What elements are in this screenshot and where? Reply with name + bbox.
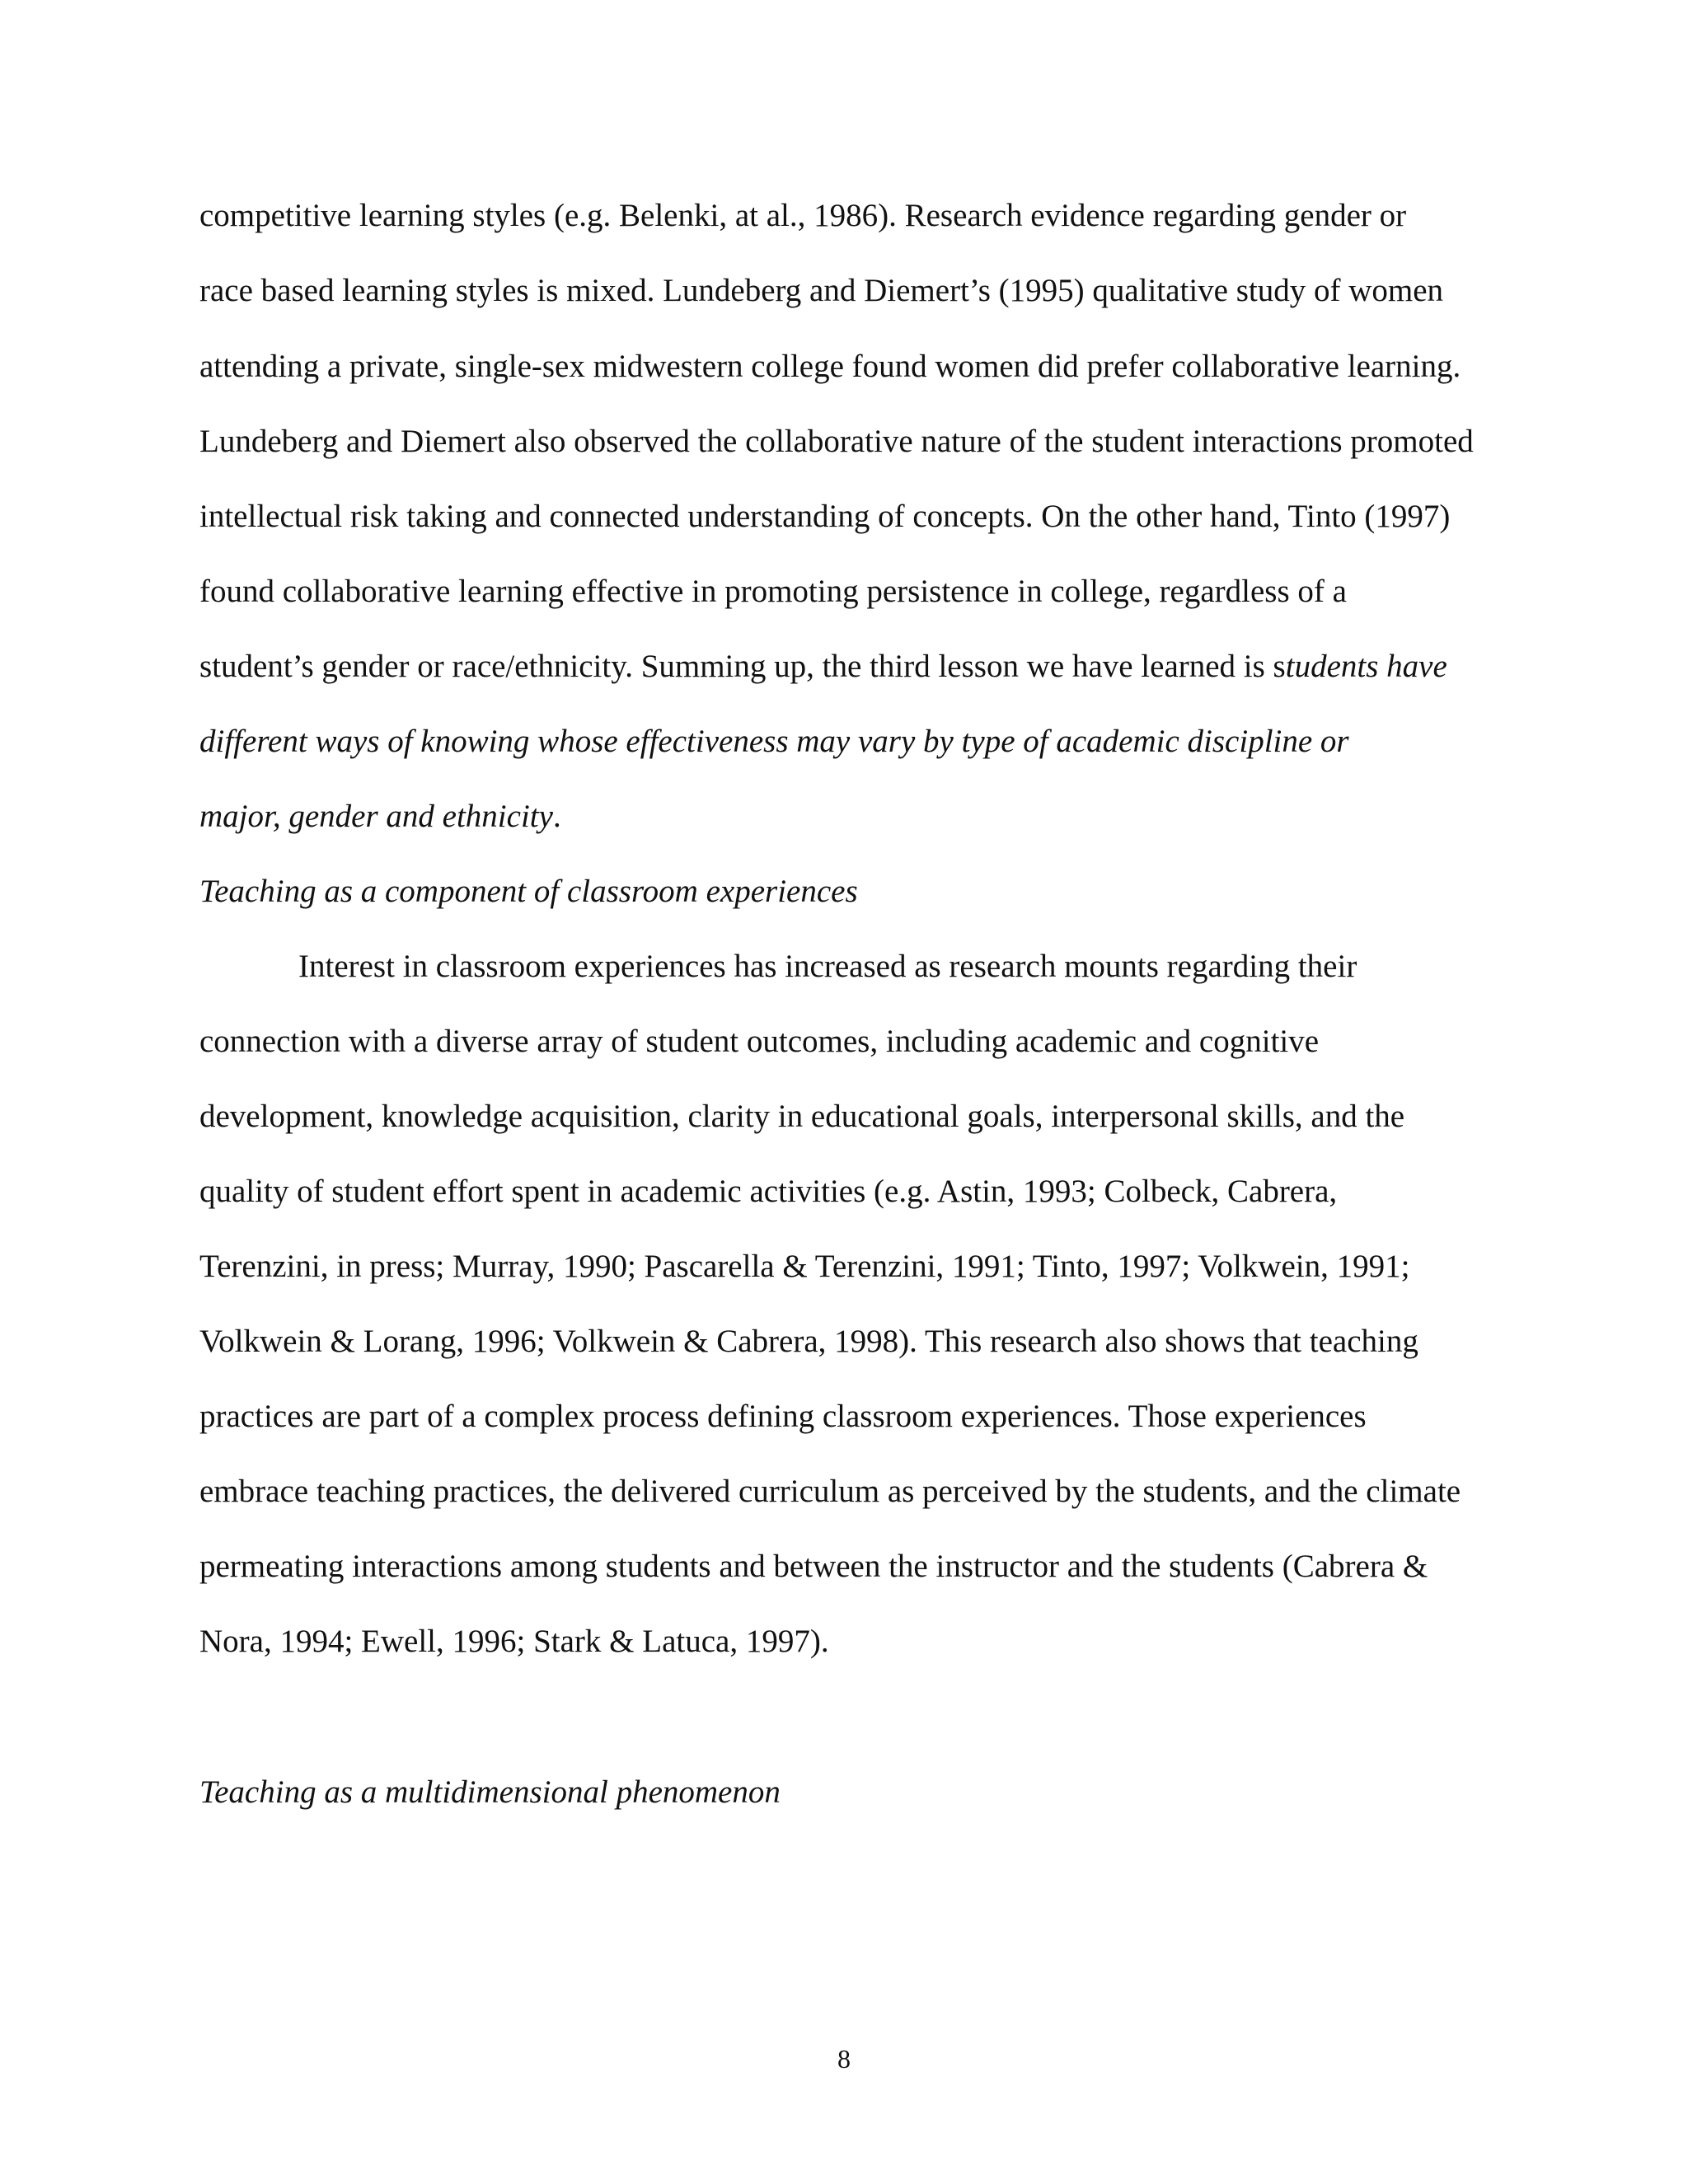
emphasized-text: major, gender and ethnicity [199,799,553,834]
paragraph-line: found collaborative learning effective in promoting persistence in college, regardless of a [199,574,1347,609]
paragraph-line: Nora, 1994; Ewell, 1996; Stark & Latuca, 1997). [199,1624,829,1659]
paragraph-line: Terenzini, in press; Murray, 1990; Pascarella & Terenzini, 1991; Tinto, 1997; Volkwein, 1991; [199,1249,1410,1284]
paragraph-line: attending a private, single-sex midwestern college found women did prefer collaborative learning. [199,349,1461,384]
emphasized-line: different ways of knowing whose effectiveness may vary by type of academic discipline or [199,724,1349,759]
paragraph-line: intellectual risk taking and connected understanding of concepts. On the other hand, Tinto (1997) [199,499,1451,534]
paragraph-line: quality of student effort spent in academic activities (e.g. Astin, 1993; Colbeck, Cabrera, [199,1174,1338,1209]
paragraph-line [199,797,561,837]
paragraph-line: permeating interactions among students and between the instructor and the students (Cabrera & [199,1549,1428,1584]
paragraph-line: race based learning styles is mixed. Lundeberg and Diemert’s (1995) qualitative study of women [199,273,1444,308]
section-heading: Teaching as a multidimensional phenomenon [199,1774,781,1810]
paragraph-line: development, knowledge acquisition, clarity in educational goals, interpersonal skills, and the [199,1099,1405,1134]
paragraph-line: Lundeberg and Diemert also observed the collaborative nature of the student interactions promoted [199,424,1474,459]
paragraph-text: . [552,799,561,834]
section-heading: Teaching as a component of classroom experiences [199,874,858,909]
paragraph-line: Volkwein & Lorang, 1996; Volkwein & Cabrera, 1998). This research also shows that teaching [199,1324,1418,1359]
paragraph-line: embrace teaching practices, the delivered curriculum as perceived by the students, and the climate [199,1474,1461,1509]
emphasized-text: tudents have [1285,649,1447,684]
paragraph-line: competitive learning styles (e.g. Belenki, at al., 1986). Research evidence regarding gender or [199,198,1407,233]
paragraph-line [199,647,1447,687]
paragraph-text: student’s gender or race/ethnicity. Summing up, the third lesson we have learned is s [199,649,1286,684]
page-number: 8 [837,2044,851,2074]
paragraph-line: practices are part of a complex process defining classroom experiences. Those experiences [199,1399,1367,1434]
paragraph-line: Interest in classroom experiences has increased as research mounts regarding their [298,949,1357,984]
paragraph-line: connection with a diverse array of student outcomes, including academic and cognitive [199,1024,1320,1059]
